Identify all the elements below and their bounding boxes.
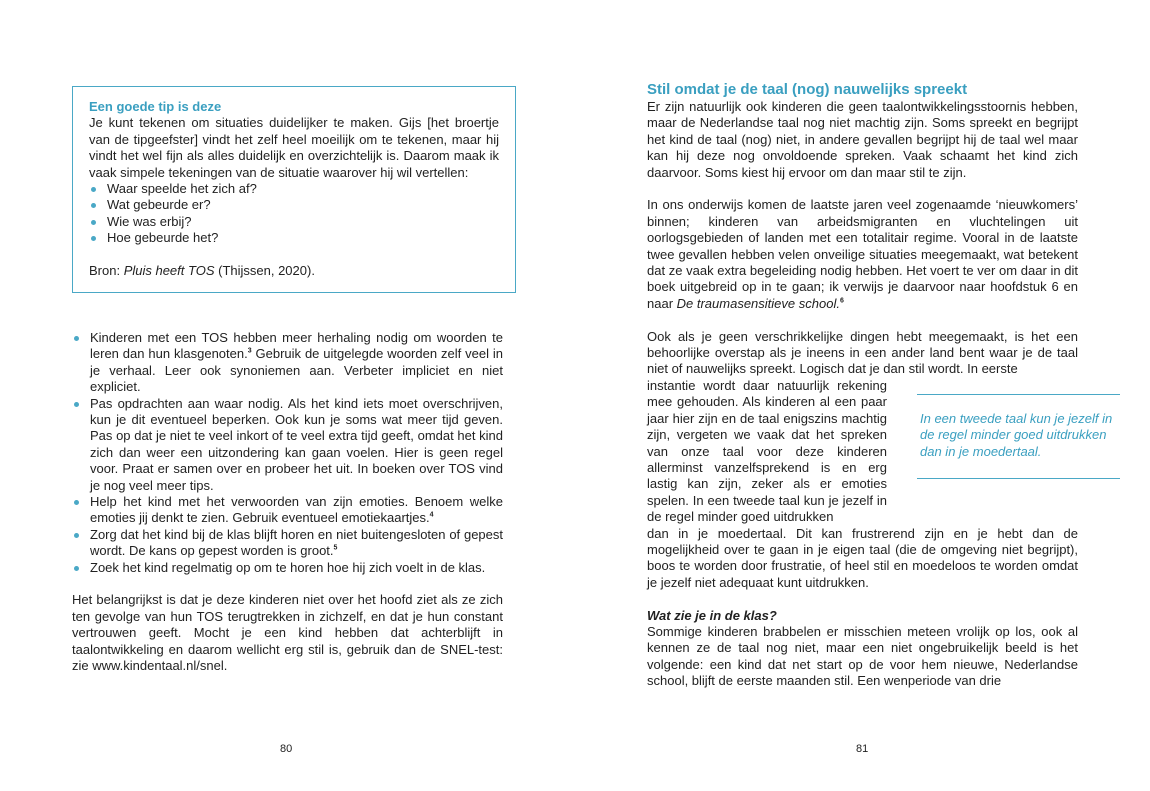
list-item: Hoe gebeurde het? <box>89 230 499 246</box>
list-item <box>72 560 503 576</box>
list-item: Wie was erbij? <box>89 214 499 230</box>
footnote-ref: 6 <box>839 297 844 305</box>
paragraph-text: In ons onderwijs komen de laatste jaren veel zogenaamde ‘nieuwkomers’ binnen; kinderen van arbeidsmigranten en vluchtelingen uit oorlogsgebieden of landen met een totalitair regime. Vooral in de laatste twee gevallen hebben velen onveilige situaties meegemaakt, wat betekent dat ze vaak extra begeleiding nodig hebben. Het voert te ver om daar in dit boek uitgebreid op in te gaan; ik verwijs je daarvoor naar hoofdstuk 6 en naar <box>647 197 1078 311</box>
page-number: 80 <box>280 743 293 755</box>
paragraph: Sommige kinderen brabbelen er misschien meteen vrolijk op los, ook al kennen ze de taal nog niet, maar een niet ongebruikelijk beeld is het volgende: een kind dat net start op de voor hem nieuwe, Nederlandse school, blijft de eerste maanden stil. Een wenperiode van drie <box>647 623 1078 689</box>
tip-box-intro: Je kunt tekenen om situaties duidelijker te maken. Gijs [het broertje van de tipgeefster] vindt het zelf heel moeilijk om te tekenen, maar hij vindt het wel fijn als alles duidelijk en overzichtelijk is. Daarom maak ik vaak simpele tekeningen van de situatie waarover hij wil vertellen: <box>89 115 499 180</box>
footnote-ref: 3 <box>247 348 252 356</box>
paragraph-wrapped: instantie wordt daar natuurlijk rekening mee gehouden. Als kinderen al een paar jaar hier zijn en de taal enigszins machtig zijn, vergeten we vaak dat het spreken van onze taal voor deze kinderen allerminst vanzelfsprekend is en erg lastig kan zijn, zeker als er emoties spelen. In een tweede taal kun je jezelf in de regel minder goed uitdrukken <box>647 377 887 525</box>
bullet-text: Kinderen met een TOS hebben meer herhaling nodig om woorden te leren dan hun klasgenoten. <box>90 330 503 362</box>
page-right <box>575 0 1150 791</box>
source-suffix: (Thijssen, 2020). <box>214 263 315 279</box>
list-item: Waar speelde het zich af? <box>89 181 499 197</box>
tip-box-source <box>89 263 499 279</box>
bullet-text: Help het kind met het verwoorden van zijn emoties. Benoem welke emoties jij denkt te zien. Gebruik eventueel emotiekaartjes. <box>90 494 503 526</box>
subheading: Wat zie je in de klas? <box>647 607 777 623</box>
list-item <box>72 494 503 527</box>
list-item: Wat gebeurde er? <box>89 197 499 213</box>
paragraph: Er zijn natuurlijk ook kinderen die geen taalontwikkelingsstoornis hebben, maar de Nederlandse taal nog niet machtig zijn. Soms spreekt en begrijpt het kind de taal (nog) niet, in andere gevallen begrijpt hij de taal wel maar kan hij deze nog onvoldoende spreken. Vaak schaamt het kind zich daarvoor. Soms kiest hij ervoor om dan maar stil te zijn. <box>647 99 1078 180</box>
footnote-ref: 4 <box>429 512 434 520</box>
source-prefix: Bron: <box>89 263 124 279</box>
paragraph <box>647 197 1078 312</box>
tip-box <box>72 86 516 293</box>
page-number: 81 <box>856 743 869 755</box>
list-item <box>72 396 503 494</box>
closing-paragraph: Het belangrijkst is dat je deze kinderen niet over het hoofd ziet als ze zich ten gevolge van hun TOS terugtrekken in zichzelf, en dat je hun constant vertrouwen geeft. Mocht je een kind hebben dat achterblijft in taalontwikkeling en daarom wellicht erg stil is, gebruik dan de SNEL-test: zie www.kindentaal.nl/snel. <box>72 592 503 674</box>
paragraph: dan in je moedertaal. Dit kan frustrerend zijn en je hebt dan de mogelijkheid over te gaan in je eigen taal (die de omgeving niet begrijpt), boos te worden door frustratie, of heel stil en moedeloos te worden omdat je jezelf niet adequaat kunt uitdrukken. <box>647 525 1078 590</box>
footnote-ref: 5 <box>333 544 338 552</box>
bullet-text: Pas opdrachten aan waar nodig. Als het kind iets moet overschrijven, kun je dit eventueel beperken. Ook kun je soms wat meer tijd geven. Pas op dat je niet te veel inkort of te veel extra tijd geeft, omdat het kind zich dan weer een uitzondering kan gaan voelen. Hier is geen regel voor. Praat er samen over en probeer het uit. In boeken over TOS vind je nog veel meer tips. <box>90 395 503 493</box>
bullet-text-continued: Gebruik de uitgelegde woorden zelf veel in je verhaal. Leer ook synoniemen aan. Verbeter impliciet en niet expliciet. <box>90 346 503 395</box>
source-title: Pluis heeft TOS <box>123 263 215 279</box>
list-item <box>72 330 503 396</box>
list-item <box>72 527 503 560</box>
left-body <box>72 330 503 675</box>
bullet-text: Zoek het kind regelmatig op om te horen hoe hij zich voelt in de klas. <box>90 559 486 575</box>
tip-box-questions <box>89 181 499 247</box>
book-title: De traumasensitieve school. <box>676 295 840 311</box>
pull-quote: In een tweede taal kun je jezelf in de regel minder goed uitdrukken dan in je moedertaal. <box>917 394 1120 479</box>
bullet-text: Zorg dat het kind bij de klas blijft horen en niet buitengesloten of gepest wordt. De kans op gepest worden is groot. <box>90 526 503 559</box>
right-body <box>647 81 1078 690</box>
tip-box-title: Een goede tip is deze <box>89 99 222 114</box>
tips-list <box>72 330 503 576</box>
paragraph: Ook als je geen verschrikkelijke dingen hebt meegemaakt, is het een behoorlijke overstap als je ineens in een ander land bent waar je de taal niet of nauwelijks spreekt. Logisch dat je dan stil wordt. In eerste <box>647 328 1078 377</box>
section-title: Stil omdat je de taal (nog) nauwelijks spreekt <box>647 81 968 98</box>
